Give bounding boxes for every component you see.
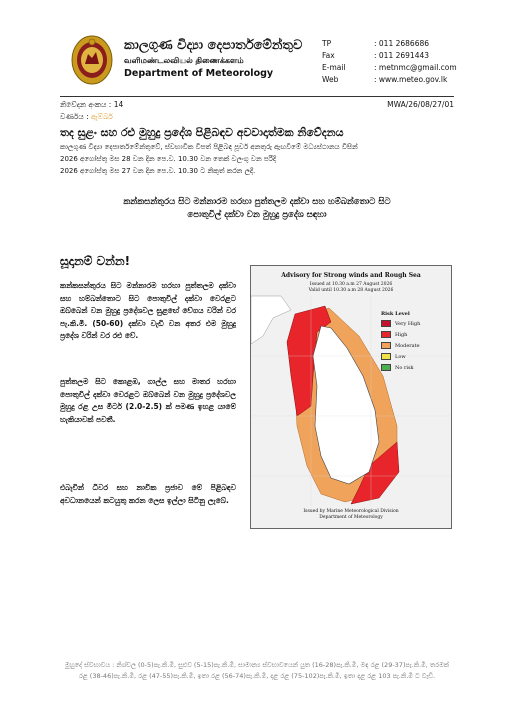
government-emblem-icon: [70, 34, 114, 86]
legend-swatch: [381, 364, 391, 371]
legend-swatch: [381, 353, 391, 360]
sri-lanka-risk-map: [251, 266, 451, 528]
sea-state-footnote: මුහුදේ ස්වභාවය : නිශ්චල (0-5)පැ.කි.මී, සුළුව (5-15)පැ.කි.මී, සාමාන්‍ය ස්වභාවයෙන් යුත (16-28)පැ.කි.මී, මඳ රළ (29-37)පැ.කි.මී, තරමක් රළ (38-46)පැ.කි.මී, රළ (47-55)පැ.කි.මී, ඉතා රළ (56-74)පැ.කි.මී, දළ රළ (75-102)පැ.කි.මී, ඉතා දළ රළ 103 පැ.කි.මී ට වැඩි.: [64, 661, 450, 680]
bulletin-number: නිවේදන අංකය : 14: [60, 100, 124, 109]
tp-label: TP: [322, 39, 332, 48]
legend-swatch: [381, 342, 391, 349]
map-title: Advisory for Strong winds and Rough Sea: [281, 272, 421, 279]
legend-swatch: [381, 331, 391, 338]
risk-legend: [381, 311, 436, 375]
fax-value: : 011 2691443: [374, 51, 430, 60]
map-footer-department: Department of Meteorology: [319, 515, 383, 520]
category-label: වර්ණය :: [60, 112, 89, 121]
affected-areas-line-1: කන්කසන්තුරය සිට මන්නාරම හරහා පුත්තලම දක්වා සහ හම්බන්තොට සිට: [123, 197, 391, 207]
map-issued-time: Issued at 10.30 a.m 27 August 2026: [309, 282, 393, 287]
category-row: [60, 112, 113, 122]
wind-paragraph: කන්කසන්තුරය සිට මන්නාරම හරහා පුත්තලම දක්වා සහ හම්බන්තොට සිට පොතුවිල් දක්වා වෙරළට ඔබ්බෙන් වන මුහුදු ප්‍රදේශවල සුළඟේ වේගය වරින් වර පැ.කි.මී. (50-60) දක්වා වැඩි වන අතර එම මුහුදු ප්‍රදේශ වරින් වර රළු වේ.: [60, 281, 236, 340]
map-footer-division: Issued by Marine Meteorological Division: [303, 509, 399, 514]
advice-paragraph: එබැවින් ධීවර සහ නාවික ප්‍රජාව මේ පිළිබඳව අවධානයෙන් කටයුතු කරන ලෙස ඉල්ලා සිටිනු ලැබේ.: [60, 483, 236, 505]
contact-details: [322, 38, 457, 86]
email-value: : metnmc@gmail.com: [374, 63, 457, 72]
legend-title: Risk Level: [381, 311, 410, 317]
legend-label: No risk: [395, 364, 414, 371]
legend-item-no-risk: [381, 364, 436, 371]
map-valid-until: Valid until 10.30 a.m 28 August 2026: [308, 288, 394, 293]
affected-areas-line-2: පොතුවිල් දක්වා වන මුහුදු ප්‍රදේශ සඳහා: [187, 210, 327, 220]
legend-label: Very High: [395, 320, 421, 327]
legend-item-high: [381, 331, 436, 338]
legend-swatch: [381, 320, 391, 327]
issued-time: 2026 අගෝස්තු මස 27 වන දින පෙ.ව. 10.30 ට නිකුත් කරන ලදී.: [60, 167, 256, 175]
bulletin-reference: MWA/26/08/27/01: [387, 100, 454, 109]
be-prepared-heading: සූදානම් වන්න!: [60, 254, 131, 268]
web-value: : www.meteo.gov.lk: [374, 75, 448, 84]
tp-value: : 011 2686686: [374, 39, 430, 48]
department-name-tamil: வளிமண்டலவியல் திணைக்களம்: [124, 56, 244, 65]
category-value: ඇම්බර්: [91, 112, 113, 121]
letterhead: [0, 0, 509, 94]
department-name-sinhala: කාලගුණ විද්‍යා දෙපාර්තමේන්තුව: [124, 38, 303, 53]
map-validity: [251, 282, 451, 294]
legend-item-moderate: [381, 342, 436, 349]
map-issuer: [251, 509, 451, 521]
web-label: Web: [322, 75, 339, 84]
email-label: E-mail: [322, 63, 346, 72]
bulletin-title: තද සුළං සහ රළු මුහුදු ප්‍රදේශ පිළිබඳව අවවාදාත්මක නිවේදනය: [60, 126, 344, 139]
department-name-english: Department of Meteorology: [124, 68, 274, 79]
legend-label: Low: [395, 353, 406, 360]
affected-areas-heading: [60, 196, 454, 222]
legend-label: High: [395, 331, 408, 338]
valid-until: 2026 අගෝස්තු මස 28 වන දින පෙ.ව. 10.30 වන තෙක් වලංගු වන පරිදි: [60, 155, 276, 163]
issued-by: කාලගුණ විද්‍යා දෙපාර්තමේන්තුවේ, ස්වභාවික විපත් පිළිබඳ පූර්ව අනතුරු ඇඟවීමේ මධ්‍යස්ථානය විසින්: [60, 143, 358, 151]
header-divider: [60, 96, 454, 97]
fax-label: Fax: [322, 51, 335, 60]
legend-label: Moderate: [395, 342, 420, 349]
legend-item-very-high: [381, 320, 436, 327]
wave-paragraph: පුත්තලම සිට කොළඹ, ගාල්ල සහ මාතර හරහා පොතුවිල් දක්වා වෙරළට ඔබ්බෙන් වන මුහුදු ප්‍රදේශවල මුහුදු රළ උස මීටර් (2.0-2.5) ක් පමණ ඉහළ යාමේ හැකියාවක් පවතී.: [60, 377, 236, 424]
legend-item-low: [381, 353, 436, 360]
advisory-map: [250, 265, 452, 529]
